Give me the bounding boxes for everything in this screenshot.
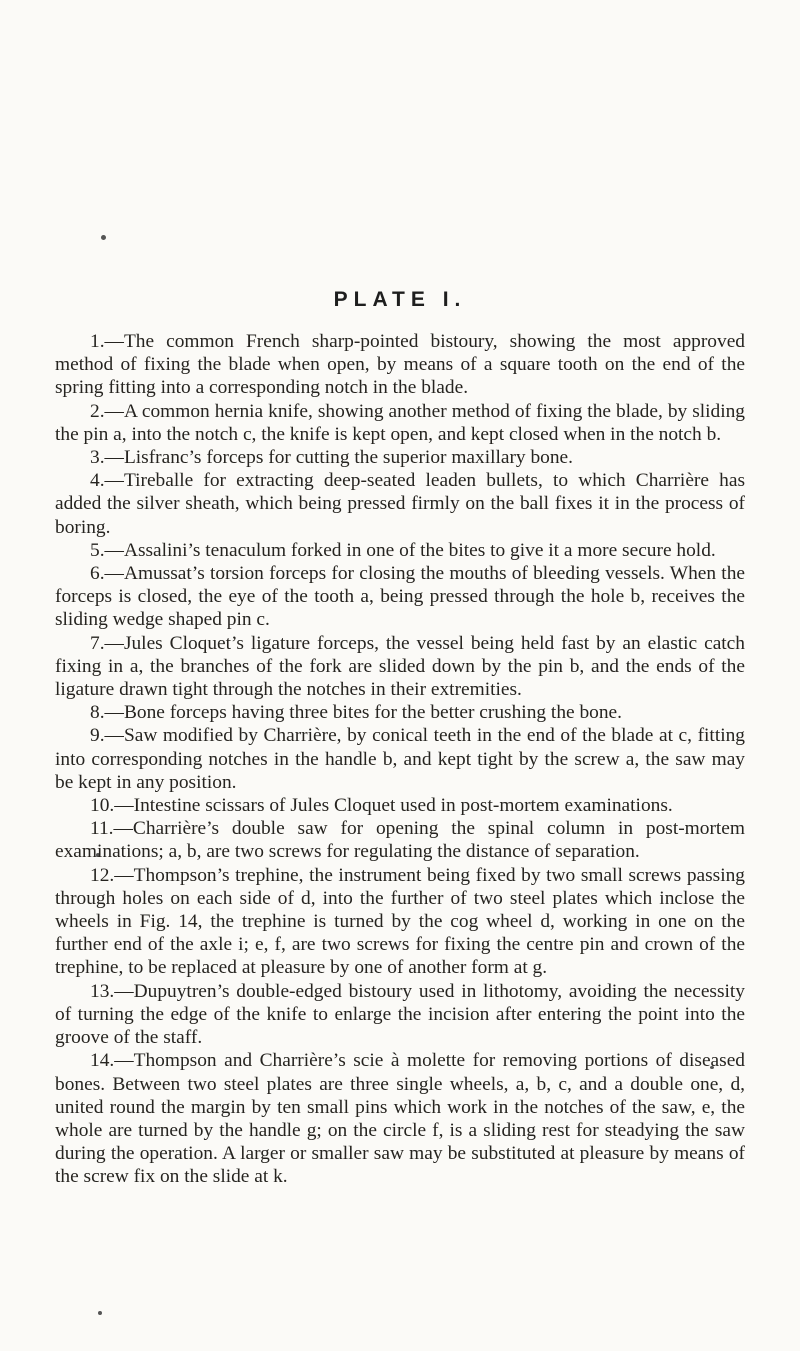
figure-number: 5.: [90, 539, 105, 561]
ink-speck: [98, 1311, 102, 1315]
figure-text: —Thompson’s trephine, the instrument being fixed by two small screws passing through holes on each side of d, into the further of two steel plates which inclose the wheels in Fig. 14, the trephine is turned by the cog wheel d, working in one on the further end of the axle i; e, f, are two screws for fixing the centre pin and crown of the trephine, to be replaced at pleasure by one of another form at g.: [55, 864, 745, 979]
figure-number: 9.: [90, 725, 105, 747]
figure-caption-9: [55, 724, 745, 794]
figure-text: —Lisfranc’s forceps for cutting the superior maxillary bone.: [104, 447, 574, 469]
figure-caption-4: [55, 469, 745, 539]
figure-number: 2.: [90, 400, 105, 422]
figure-caption-12: [55, 864, 745, 980]
figure-text: —A common hernia knife, showing another method of fixing the blade, by sliding the pin a, into the notch c, the knife is kept open, and kept closed when in the notch b.: [55, 400, 745, 445]
figure-caption-11: [55, 817, 745, 863]
figure-number: 8.: [90, 702, 105, 724]
figure-caption-1: [55, 330, 745, 400]
figure-text: —Thompson and Charrière’s scie à molette for removing portions of diseased bones. Between two steel plates are three single wheels, a, b, c, and a double one, d, united round the margin by ten small pins which work in the notches of the saw, e, the whole are turned by the handle g; on the circle f, is a sliding rest for steadying the saw during the operation. A larger or smaller saw may be substituted at pleasure by means of the screw fix on the slide at k.: [55, 1050, 745, 1188]
figure-number: 1.: [90, 331, 105, 352]
figure-text: —Jules Cloquet’s ligature forceps, the vessel being held fast by an elastic catch fixing in a, the branches of the fork are slided down by the pin b, and the ends of the ligature drawn tight through the notches in their extremities.: [55, 632, 745, 701]
figure-text: —The common French sharp-pointed bistoury, showing the most approved method of fixing the blade when open, by means of a square tooth on the end of the spring fitting into a corresponding notch in the blade.: [55, 331, 745, 399]
figure-caption-10: [55, 794, 745, 817]
figure-caption-8: [55, 701, 745, 724]
figure-text: —Assalini’s tenaculum forked in one of the bites to give it a more secure hold.: [104, 539, 716, 561]
figure-caption-7: [55, 632, 745, 702]
figure-text: —Saw modified by Charrière, by conical teeth in the end of the blade at c, fitting into corresponding notches in the handle b, and kept tight by the screw a, the saw may be kept in any position.: [55, 725, 745, 793]
figure-number: 6.: [90, 563, 105, 585]
figure-caption-5: [55, 539, 745, 562]
plate-description: [55, 330, 745, 1189]
figure-text: —Tireballe for extracting deep-seated leaden bullets, to which Charrière has added the silver sheath, which being pressed firmly on the ball fixes it in the process of boring.: [55, 470, 745, 538]
figure-number: 11.: [90, 818, 114, 840]
figure-text: —Amussat’s torsion forceps for closing the mouths of bleeding vessels. When the forceps is closed, the eye of the tooth a, being pressed through the hole b, receives the sliding wedge shaped pin c.: [55, 563, 745, 631]
figure-text: —Dupuytren’s double-edged bistoury used in lithotomy, avoiding the necessity of turning the edge of the knife to enlarge the incision after entering the point into the groove of the staff.: [55, 980, 745, 1049]
figure-caption-2: [55, 400, 745, 446]
figure-number: 10.: [90, 795, 115, 817]
figure-caption-14: [55, 1049, 745, 1188]
ink-speck: [101, 235, 106, 240]
figure-number: 12.: [90, 864, 115, 886]
figure-number: 13.: [90, 980, 115, 1002]
plate-title: PLATE I.: [333, 288, 467, 311]
figure-caption-6: [55, 562, 745, 632]
figure-number: 4.: [90, 470, 105, 492]
figure-text: —Bone forceps having three bites for the better crushing the bone.: [104, 702, 623, 724]
figure-text: —Intestine scissars of Jules Cloquet used in post-mortem examinations.: [114, 795, 673, 817]
figure-caption-13: [55, 980, 745, 1050]
figure-text: —Charrière’s double saw for opening the spinal column in post-mortem examinations; a, b, are two screws for regulating the distance of separation.: [55, 818, 745, 863]
figure-number: 14.: [90, 1050, 115, 1072]
figure-number: 7.: [90, 632, 105, 654]
figure-caption-3: [55, 446, 745, 469]
figure-number: 3.: [90, 447, 105, 469]
